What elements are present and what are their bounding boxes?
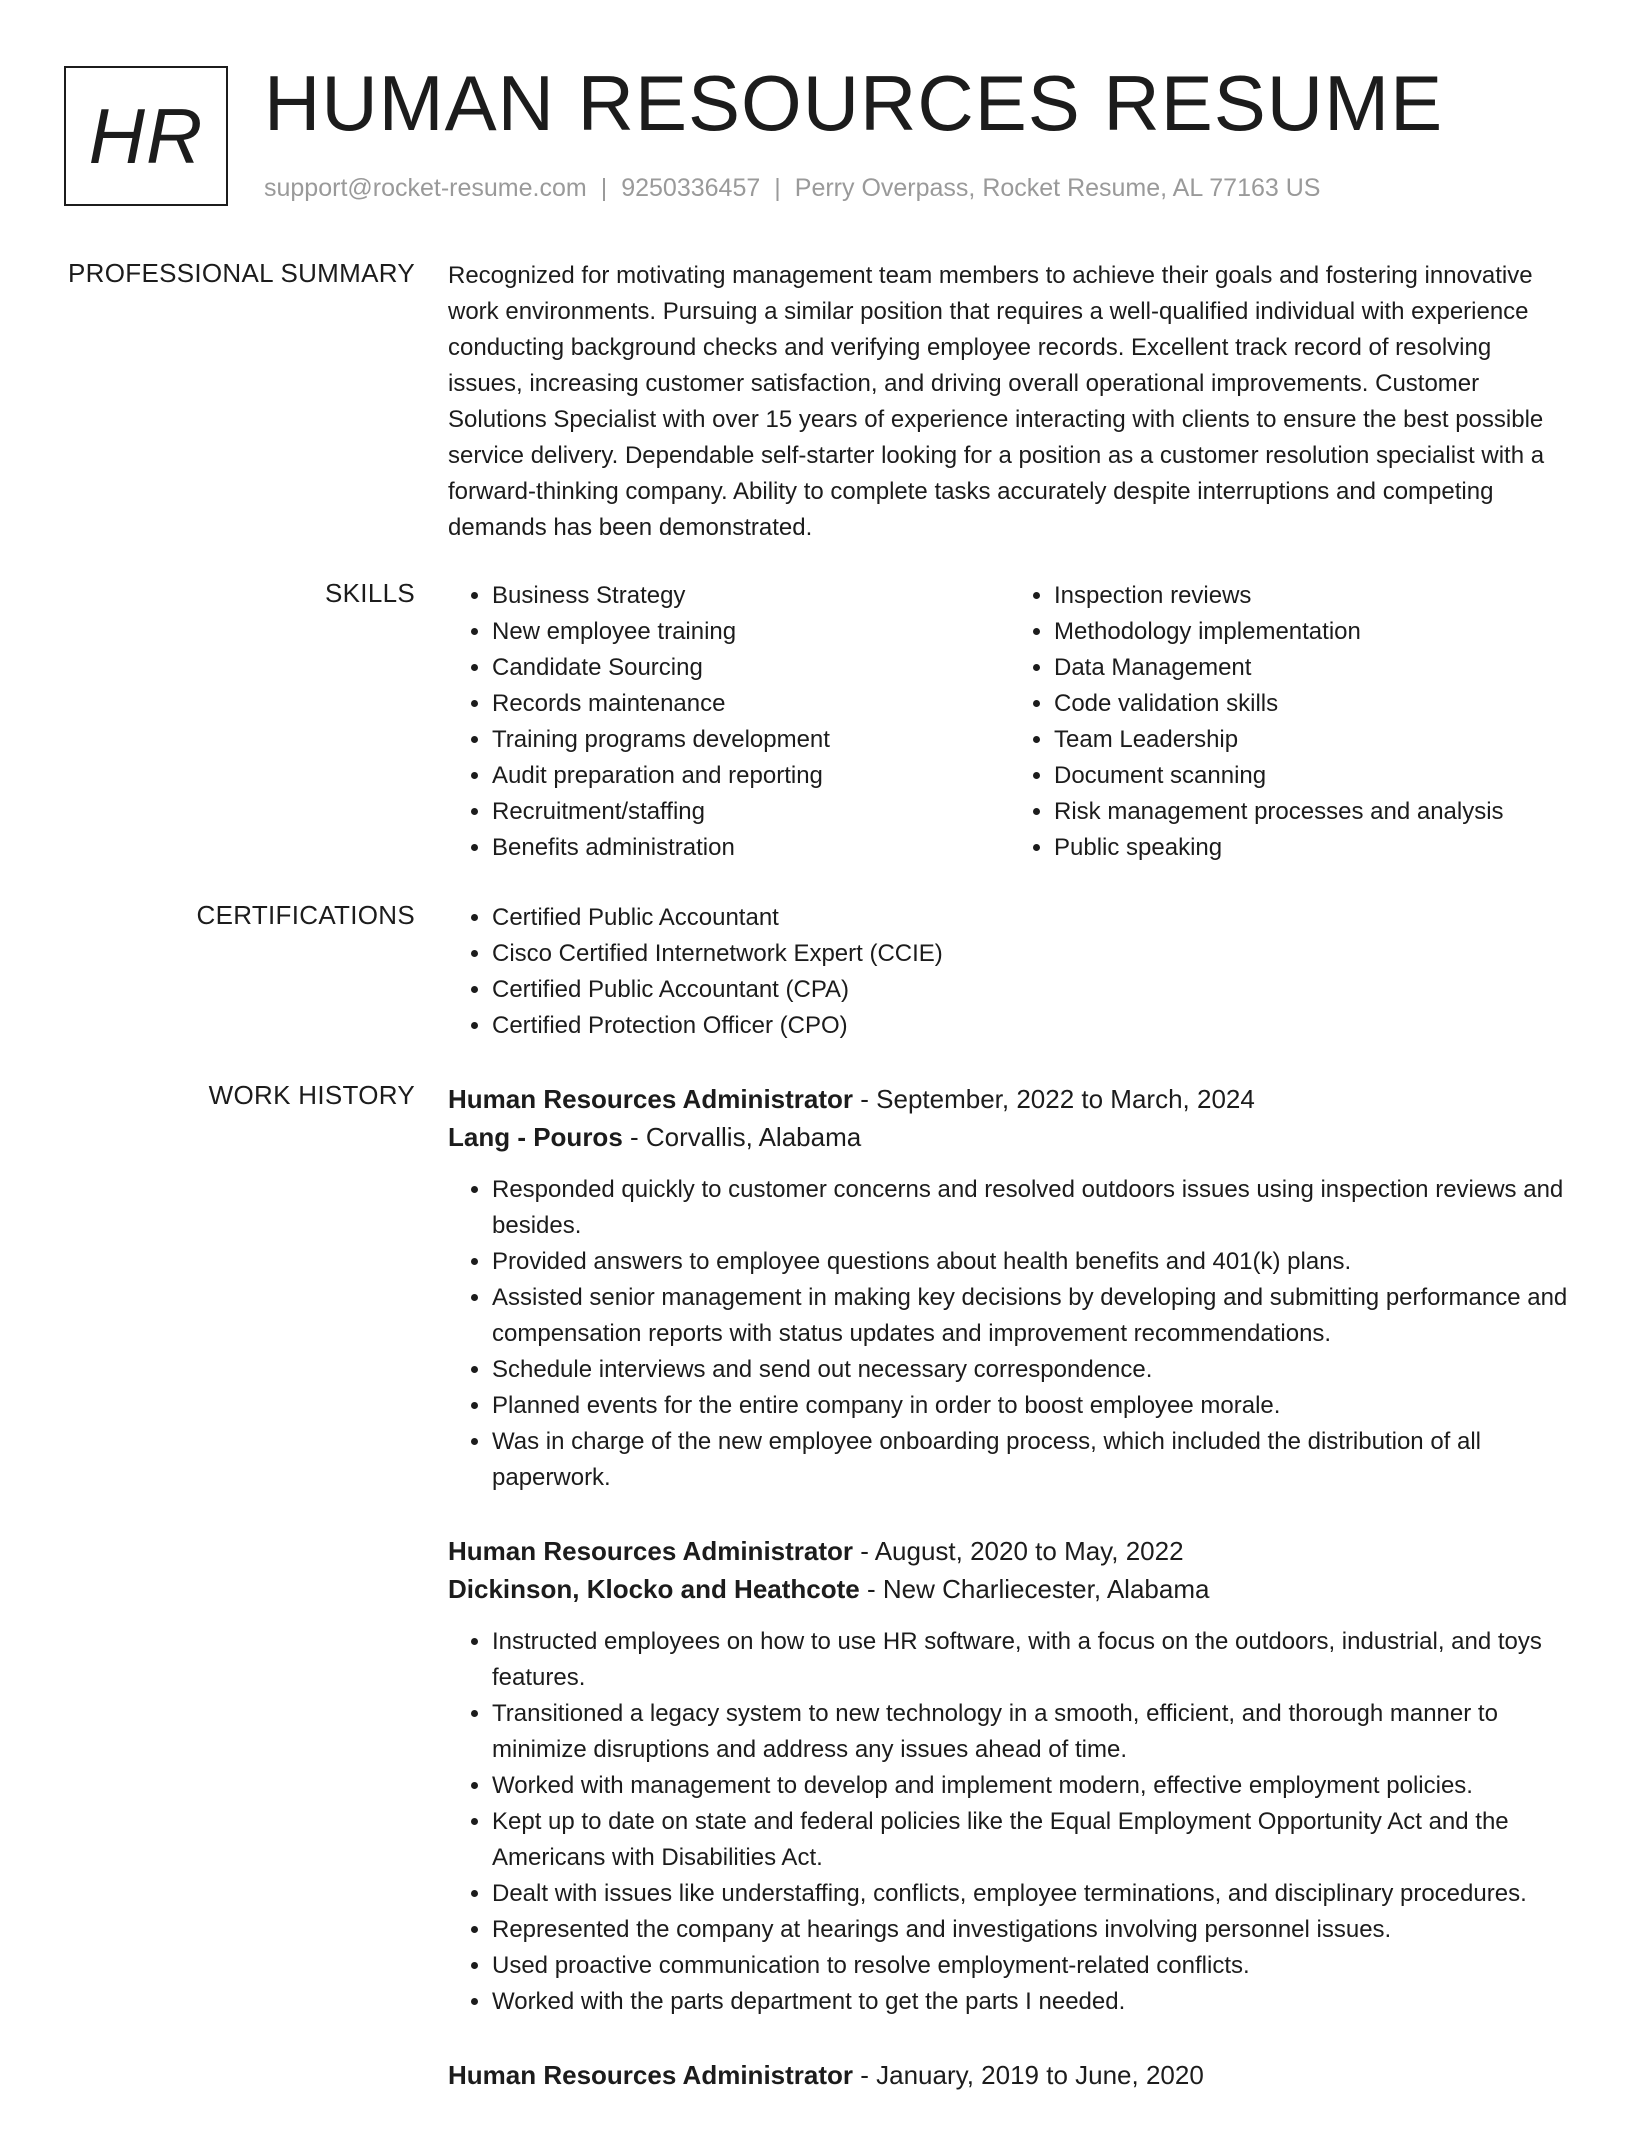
skills-heading: SKILLS — [325, 578, 415, 608]
job-company-line — [448, 1118, 1572, 1156]
job-duty: • Worked with the parts department to get the parts I needed. — [492, 1984, 1572, 2020]
job-entry — [448, 1080, 1572, 1496]
job-location: - New Charliecester, Alabama — [859, 1574, 1210, 1604]
job-dates: - August, 2020 to May, 2022 — [853, 1536, 1184, 1566]
job-title-line — [448, 1080, 1572, 1118]
skill-item: • Training programs development — [492, 722, 1010, 758]
job-duty: • Used proactive communication to resolve employment-related conflicts. — [492, 1948, 1572, 1984]
work-history-body — [448, 1080, 1572, 2130]
skill-item: • New employee training — [492, 614, 1010, 650]
certification-item: • Certified Protection Officer (CPO) — [492, 1008, 1572, 1044]
job-duty: • Transitioned a legacy system to new technology in a smooth, efficient, and thorough manner to minimize disruptions and address any issues ahead of time. — [492, 1696, 1572, 1768]
contact-line — [264, 174, 1320, 203]
monogram-initials: HR — [88, 91, 204, 180]
job-duty: • Schedule interviews and send out necessary correspondence. — [492, 1352, 1572, 1388]
skill-item: • Business Strategy — [492, 578, 1010, 614]
job-location: - Corvallis, Alabama — [622, 1122, 862, 1152]
job-title-line — [448, 2056, 1572, 2094]
skill-item: • Inspection reviews — [1054, 578, 1572, 614]
job-title: Human Resources Administrator — [448, 1084, 854, 1114]
job-duty: • Was in charge of the new employee onboarding process, which included the distribution of all paperwork. — [492, 1424, 1572, 1496]
certification-item: • Certified Public Accountant — [492, 900, 1572, 936]
skill-item: • Code validation skills — [1054, 686, 1572, 722]
job-entry — [448, 1532, 1572, 2020]
summary-text: Recognized for motivating management team members to achieve their goals and fostering innovative work environments. Pursuing a similar position that requires a well-qualified individual with experience conducting background checks and verifying employee records. Excellent track record of resolving issues, increasing customer satisfaction, and driving overall operational improvements. Customer Solutions Specialist with over 15 years of experience interacting with clients to ensure the best possible service delivery. Dependable self-starter looking for a position as a customer resolution specialist with a forward-thinking company. Ability to complete tasks accurately despite interruptions and competing demands has been demonstrated. — [448, 262, 1545, 541]
job-duties-list — [448, 1624, 1572, 2020]
skill-item: • Team Leadership — [1054, 722, 1572, 758]
skill-item: • Records maintenance — [492, 686, 1010, 722]
resume-title: HUMAN RESOURCES RESUME — [264, 59, 1444, 147]
skill-item: • Candidate Sourcing — [492, 650, 1010, 686]
skill-item: • Data Management — [1054, 650, 1572, 686]
job-dates: - September, 2022 to March, 2024 — [853, 1084, 1255, 1114]
job-title: Human Resources Administrator — [448, 2060, 854, 2090]
summary-heading: PROFESSIONAL SUMMARY — [68, 258, 415, 288]
skill-item: • Audit preparation and reporting — [492, 758, 1010, 794]
job-duty: • Represented the company at hearings and investigations involving personnel issues. — [492, 1912, 1572, 1948]
job-dates: - January, 2019 to June, 2020 — [853, 2060, 1204, 2090]
certification-item: • Certified Public Accountant (CPA) — [492, 972, 1572, 1008]
job-duty: • Dealt with issues like understaffing, conflicts, employee terminations, and disciplinary procedures. — [492, 1876, 1572, 1912]
skill-item: • Document scanning — [1054, 758, 1572, 794]
skill-item: • Benefits administration — [492, 830, 1010, 866]
job-duty: • Instructed employees on how to use HR software, with a focus on the outdoors, industrial, and toys features. — [492, 1624, 1572, 1696]
contact-phone: 9250336457 — [621, 174, 761, 202]
monogram-box — [64, 66, 228, 206]
contact-separator: | — [774, 174, 781, 202]
job-duty: • Kept up to date on state and federal policies like the Equal Employment Opportunity Act and the Americans with Disabilities Act. — [492, 1804, 1572, 1876]
job-duty: • Responded quickly to customer concerns and resolved outdoors issues using inspection reviews and besides. — [492, 1172, 1572, 1244]
job-duty: • Assisted senior management in making key decisions by developing and submitting performance and compensation reports with status updates and improvement recommendations. — [492, 1280, 1572, 1352]
resume-header — [64, 59, 1568, 216]
job-duties-list — [448, 1172, 1572, 1496]
skill-item: • Recruitment/staffing — [492, 794, 1010, 830]
skills-body — [448, 578, 1572, 866]
skill-item: • Methodology implementation — [1054, 614, 1572, 650]
contact-email: support@rocket-resume.com — [264, 174, 587, 202]
skill-item: • Public speaking — [1054, 830, 1572, 866]
job-company: Lang - Pouros — [448, 1122, 623, 1152]
certification-item: • Cisco Certified Internetwork Expert (CCIE) — [492, 936, 1572, 972]
summary-body — [448, 258, 1572, 546]
job-company-line — [448, 1570, 1572, 1608]
job-duty: • Provided answers to employee questions about health benefits and 401(k) plans. — [492, 1244, 1572, 1280]
job-entry — [448, 2056, 1572, 2094]
certifications-body — [448, 900, 1572, 1044]
skills-column-1 — [448, 578, 1010, 866]
contact-separator: | — [600, 174, 608, 202]
skills-column-2 — [1010, 578, 1572, 866]
job-title: Human Resources Administrator — [448, 1536, 854, 1566]
job-company: Dickinson, Klocko and Heathcote — [448, 1574, 860, 1604]
job-duty: • Worked with management to develop and implement modern, effective employment policies. — [492, 1768, 1572, 1804]
work-history-heading: WORK HISTORY — [208, 1080, 415, 1110]
job-duty: • Planned events for the entire company in order to boost employee morale. — [492, 1388, 1572, 1424]
skill-item: • Risk management processes and analysis — [1054, 794, 1572, 830]
contact-address: Perry Overpass, Rocket Resume, AL 77163 US — [794, 174, 1321, 202]
job-title-line — [448, 1532, 1572, 1570]
certifications-list — [448, 900, 1572, 1044]
certifications-heading: CERTIFICATIONS — [196, 900, 415, 930]
